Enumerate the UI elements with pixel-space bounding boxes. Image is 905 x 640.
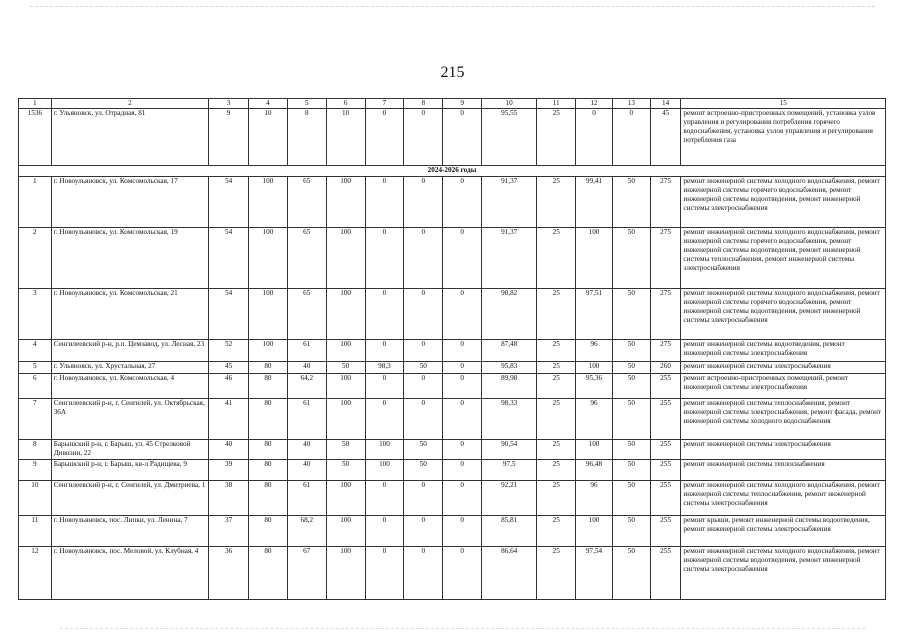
col-13-cell: 50 [612, 399, 650, 440]
col-13-cell: 50 [612, 374, 650, 399]
col-11-cell: 25 [537, 362, 576, 374]
work-types-cell: ремонт встроенно-пристроенных помещений, ремонт инженерной системы электроснабжения [681, 374, 886, 399]
total-score-cell: 90,54 [482, 440, 537, 460]
col-14-cell: 255 [650, 516, 681, 547]
col-14-cell: 45 [650, 109, 681, 166]
col-4-cell: 100 [249, 340, 288, 362]
col-12-cell: 0 [576, 109, 613, 166]
col-14-cell: 255 [650, 460, 681, 481]
work-types-cell: ремонт инженерной системы теплоснабжения [681, 460, 886, 481]
address-cell: г. Новоульяновск, ул. Комсомольская, 4 [51, 374, 208, 399]
col-11-cell: 25 [537, 109, 576, 166]
col-3-cell: 45 [209, 362, 249, 374]
address-cell: г. Новоульяновск, ул. Комсомольская, 19 [51, 228, 208, 289]
header-cell: 13 [612, 99, 650, 109]
col-13-cell: 50 [612, 481, 650, 516]
header-cell: 14 [650, 99, 681, 109]
col-7-cell: 100 [365, 440, 404, 460]
col-11-cell: 25 [537, 547, 576, 600]
col-8-cell: 0 [404, 228, 443, 289]
col-9-cell: 0 [443, 177, 482, 228]
col-3-cell: 36 [209, 547, 249, 600]
row-number-cell: 3 [19, 289, 52, 340]
row-number-cell: 5 [19, 362, 52, 374]
col-7-cell: 0 [365, 399, 404, 440]
col-9-cell: 0 [443, 481, 482, 516]
col-12-cell: 99,41 [576, 177, 613, 228]
col-12-cell: 100 [576, 228, 613, 289]
header-cell: 10 [482, 99, 537, 109]
col-5-cell: 64,2 [287, 374, 326, 399]
col-5-cell: 8 [287, 109, 326, 166]
col-13-cell: 0 [612, 109, 650, 166]
header-cell: 1 [19, 99, 52, 109]
period-label: 2024-2026 годы [19, 166, 886, 177]
page-number: 215 [440, 64, 465, 81]
col-14-cell: 255 [650, 481, 681, 516]
total-score-cell: 95,83 [482, 362, 537, 374]
table-row [19, 228, 886, 289]
col-6-cell: 100 [326, 516, 365, 547]
period-row [19, 166, 886, 177]
col-3-cell: 54 [209, 177, 249, 228]
header-cell: 6 [326, 99, 365, 109]
col-7-cell: 98,3 [365, 362, 404, 374]
col-7-cell: 0 [365, 340, 404, 362]
work-types-cell: ремонт инженерной системы холодного водоснабжения, ремонт инженерной системы горячего водоснабжения, ремонт инженерной системы водоотведения, ремонт инженерной системы электроснабжения [681, 289, 886, 340]
address-cell: г. Ульяновск, ул. Отрадная, 81 [51, 109, 208, 166]
table-row [19, 362, 886, 374]
work-types-cell: ремонт инженерной системы теплоснабжения, ремонт инженерной системы электроснабжения, ремонт фасада, ремонт инженерной системы холодного водоснабжения [681, 399, 886, 440]
col-13-cell: 50 [612, 289, 650, 340]
table-row [19, 340, 886, 362]
work-types-cell: ремонт крыши, ремонт инженерной системы водоотведения, ремонт инженерной системы электроснабжения [681, 516, 886, 547]
row-number-cell: 1 [19, 177, 52, 228]
address-cell: г. Новоульяновск, ул. Комсомольская, 21 [51, 289, 208, 340]
col-9-cell: 0 [443, 547, 482, 600]
col-6-cell: 100 [326, 399, 365, 440]
col-14-cell: 275 [650, 228, 681, 289]
col-4-cell: 80 [249, 362, 288, 374]
col-3-cell: 54 [209, 289, 249, 340]
work-types-cell: ремонт инженерной системы водоотведения, ремонт инженерной системы электроснабжения [681, 340, 886, 362]
total-score-cell: 91,37 [482, 228, 537, 289]
col-7-cell: 0 [365, 289, 404, 340]
col-9-cell: 0 [443, 362, 482, 374]
total-score-cell: 86,64 [482, 547, 537, 600]
table-row [19, 399, 886, 440]
address-cell: г. Новоульяновск, ул. Комсомольская, 17 [51, 177, 208, 228]
col-7-cell: 0 [365, 228, 404, 289]
total-score-cell: 89,98 [482, 374, 537, 399]
table-row [19, 460, 886, 481]
col-11-cell: 25 [537, 516, 576, 547]
col-8-cell: 50 [404, 460, 443, 481]
work-types-cell: ремонт инженерной системы холодного водоснабжения, ремонт инженерной системы горячего водоснабжения, ремонт инженерной системы водоотведения, ремонт инженерной системы теплоснабжения, ремонт инженерной системы электроснабжения [681, 228, 886, 289]
total-score-cell: 95,55 [482, 109, 537, 166]
col-5-cell: 67 [287, 547, 326, 600]
work-types-cell: ремонт инженерной системы холодного водоснабжения, ремонт инженерной системы теплоснабжения, ремонт инженерной системы электроснабжения [681, 481, 886, 516]
table-row [19, 374, 886, 399]
col-6-cell: 50 [326, 440, 365, 460]
col-12-cell: 100 [576, 440, 613, 460]
col-13-cell: 50 [612, 177, 650, 228]
rows-after-period [19, 177, 886, 600]
col-9-cell: 0 [443, 374, 482, 399]
col-13-cell: 50 [612, 460, 650, 481]
scan-edge-top [30, 6, 875, 7]
col-9-cell: 0 [443, 228, 482, 289]
row-number-cell: 6 [19, 374, 52, 399]
row-number-cell: 1536 [19, 109, 52, 166]
col-5-cell: 61 [287, 340, 326, 362]
col-11-cell: 25 [537, 177, 576, 228]
col-7-cell: 0 [365, 109, 404, 166]
col-6-cell: 100 [326, 228, 365, 289]
header-cell: 5 [287, 99, 326, 109]
col-12-cell: 100 [576, 516, 613, 547]
col-7-cell: 0 [365, 374, 404, 399]
col-11-cell: 25 [537, 460, 576, 481]
col-13-cell: 50 [612, 440, 650, 460]
col-14-cell: 275 [650, 289, 681, 340]
header-cell: 3 [209, 99, 249, 109]
rows-before-period [19, 109, 886, 166]
col-12-cell: 96 [576, 399, 613, 440]
col-8-cell: 0 [404, 374, 443, 399]
col-12-cell: 97,54 [576, 547, 613, 600]
col-14-cell: 275 [650, 340, 681, 362]
col-8-cell: 50 [404, 362, 443, 374]
col-14-cell: 255 [650, 374, 681, 399]
col-11-cell: 25 [537, 340, 576, 362]
total-score-cell: 97,5 [482, 460, 537, 481]
col-11-cell: 25 [537, 481, 576, 516]
table-row [19, 481, 886, 516]
col-3-cell: 9 [209, 109, 249, 166]
address-cell: Барышский р-н, г. Барыш, ул. 45 Стрелковой Дивизии, 22 [51, 440, 208, 460]
col-9-cell: 0 [443, 109, 482, 166]
col-3-cell: 39 [209, 460, 249, 481]
col-11-cell: 25 [537, 440, 576, 460]
col-5-cell: 65 [287, 289, 326, 340]
table-row [19, 547, 886, 600]
col-4-cell: 10 [249, 109, 288, 166]
col-9-cell: 0 [443, 516, 482, 547]
col-8-cell: 0 [404, 481, 443, 516]
col-7-cell: 100 [365, 460, 404, 481]
col-8-cell: 50 [404, 440, 443, 460]
work-types-cell: ремонт инженерной системы холодного водоснабжения, ремонт инженерной системы водоотведения, ремонт инженерной системы электроснабжения [681, 547, 886, 600]
work-types-cell: ремонт встроенно-пристроенных помещений, установка узлов управления и регулирования потребления горячего водоснабжения, установка узлов управления и регулирования потребления газа [681, 109, 886, 166]
col-7-cell: 0 [365, 516, 404, 547]
work-types-cell: ремонт инженерной системы холодного водоснабжения, ремонт инженерной системы горячего водоснабжения, ремонт инженерной системы водоотведения, ремонт инженерной системы электроснабжения [681, 177, 886, 228]
col-9-cell: 0 [443, 340, 482, 362]
col-4-cell: 100 [249, 289, 288, 340]
col-9-cell: 0 [443, 289, 482, 340]
col-8-cell: 0 [404, 177, 443, 228]
total-score-cell: 85,81 [482, 516, 537, 547]
col-13-cell: 50 [612, 228, 650, 289]
col-12-cell: 97,51 [576, 289, 613, 340]
work-types-cell: ремонт инженерной системы электроснабжения [681, 362, 886, 374]
col-6-cell: 100 [326, 374, 365, 399]
address-cell: г. Ульяновск, ул. Хрустальная, 27 [51, 362, 208, 374]
col-3-cell: 52 [209, 340, 249, 362]
col-5-cell: 68,2 [287, 516, 326, 547]
col-9-cell: 0 [443, 460, 482, 481]
col-6-cell: 100 [326, 340, 365, 362]
register-table [18, 98, 886, 600]
col-6-cell: 100 [326, 289, 365, 340]
total-score-cell: 87,48 [482, 340, 537, 362]
col-6-cell: 50 [326, 362, 365, 374]
header-cell: 7 [365, 99, 404, 109]
address-cell: Барышский р-н, г. Барыш, кв-л Радищева, 9 [51, 460, 208, 481]
col-11-cell: 25 [537, 289, 576, 340]
col-14-cell: 255 [650, 547, 681, 600]
col-3-cell: 40 [209, 440, 249, 460]
row-number-cell: 8 [19, 440, 52, 460]
table-row [19, 177, 886, 228]
address-cell: г. Новоульяновск, пос. Липки, ул. Ленина, 7 [51, 516, 208, 547]
header-cell: 8 [404, 99, 443, 109]
col-14-cell: 275 [650, 177, 681, 228]
col-11-cell: 25 [537, 374, 576, 399]
work-types-cell: ремонт инженерной системы электроснабжения [681, 440, 886, 460]
col-12-cell: 100 [576, 362, 613, 374]
col-13-cell: 50 [612, 362, 650, 374]
address-cell: г. Новоульяновск, пос. Меловой, ул. Клубная, 4 [51, 547, 208, 600]
col-4-cell: 80 [249, 516, 288, 547]
col-4-cell: 80 [249, 547, 288, 600]
col-5-cell: 61 [287, 399, 326, 440]
col-6-cell: 50 [326, 460, 365, 481]
col-14-cell: 255 [650, 399, 681, 440]
col-8-cell: 0 [404, 516, 443, 547]
col-3-cell: 37 [209, 516, 249, 547]
row-number-cell: 11 [19, 516, 52, 547]
col-5-cell: 65 [287, 228, 326, 289]
total-score-cell: 92,21 [482, 481, 537, 516]
col-8-cell: 0 [404, 399, 443, 440]
col-11-cell: 25 [537, 399, 576, 440]
header-row [19, 99, 886, 109]
col-5-cell: 61 [287, 481, 326, 516]
col-7-cell: 0 [365, 547, 404, 600]
header-cell: 12 [576, 99, 613, 109]
table-row [19, 109, 886, 166]
col-4-cell: 100 [249, 177, 288, 228]
table-row [19, 516, 886, 547]
address-cell: Сенгилеевский р-н, г. Сенгилей, ул. Октябрьская, 36А [51, 399, 208, 440]
header-cell: 11 [537, 99, 576, 109]
table-row [19, 440, 886, 460]
total-score-cell: 91,37 [482, 177, 537, 228]
col-12-cell: 96 [576, 340, 613, 362]
col-4-cell: 80 [249, 399, 288, 440]
col-5-cell: 40 [287, 362, 326, 374]
col-8-cell: 0 [404, 340, 443, 362]
col-9-cell: 0 [443, 399, 482, 440]
col-8-cell: 0 [404, 547, 443, 600]
header-cell: 15 [681, 99, 886, 109]
col-8-cell: 0 [404, 109, 443, 166]
col-4-cell: 80 [249, 481, 288, 516]
col-14-cell: 255 [650, 440, 681, 460]
header-cell: 2 [51, 99, 208, 109]
row-number-cell: 4 [19, 340, 52, 362]
col-3-cell: 54 [209, 228, 249, 289]
row-number-cell: 10 [19, 481, 52, 516]
col-4-cell: 80 [249, 460, 288, 481]
total-score-cell: 90,82 [482, 289, 537, 340]
col-9-cell: 0 [443, 440, 482, 460]
col-12-cell: 96 [576, 481, 613, 516]
col-5-cell: 40 [287, 440, 326, 460]
col-3-cell: 38 [209, 481, 249, 516]
col-3-cell: 46 [209, 374, 249, 399]
scan-edge-bottom [60, 628, 865, 629]
row-number-cell: 2 [19, 228, 52, 289]
address-cell: Сенгилеевский р-н, р.п. Цемзавод, ул. Лесная, 23 [51, 340, 208, 362]
col-6-cell: 100 [326, 177, 365, 228]
col-6-cell: 100 [326, 481, 365, 516]
col-7-cell: 0 [365, 481, 404, 516]
header-cell: 9 [443, 99, 482, 109]
address-cell: Сенгилеевский р-н, г. Сенгилей, ул. Дмитриева, 1 [51, 481, 208, 516]
total-score-cell: 98,33 [482, 399, 537, 440]
row-number-cell: 12 [19, 547, 52, 600]
header-cell: 4 [249, 99, 288, 109]
col-14-cell: 260 [650, 362, 681, 374]
col-3-cell: 41 [209, 399, 249, 440]
col-5-cell: 40 [287, 460, 326, 481]
col-13-cell: 50 [612, 516, 650, 547]
col-13-cell: 50 [612, 340, 650, 362]
col-8-cell: 0 [404, 289, 443, 340]
col-12-cell: 96,48 [576, 460, 613, 481]
col-13-cell: 50 [612, 547, 650, 600]
col-12-cell: 95,36 [576, 374, 613, 399]
col-4-cell: 80 [249, 374, 288, 399]
col-6-cell: 100 [326, 547, 365, 600]
row-number-cell: 7 [19, 399, 52, 440]
col-6-cell: 10 [326, 109, 365, 166]
col-4-cell: 80 [249, 440, 288, 460]
col-7-cell: 0 [365, 177, 404, 228]
row-number-cell: 9 [19, 460, 52, 481]
col-5-cell: 65 [287, 177, 326, 228]
col-11-cell: 25 [537, 228, 576, 289]
col-4-cell: 100 [249, 228, 288, 289]
table-row [19, 289, 886, 340]
